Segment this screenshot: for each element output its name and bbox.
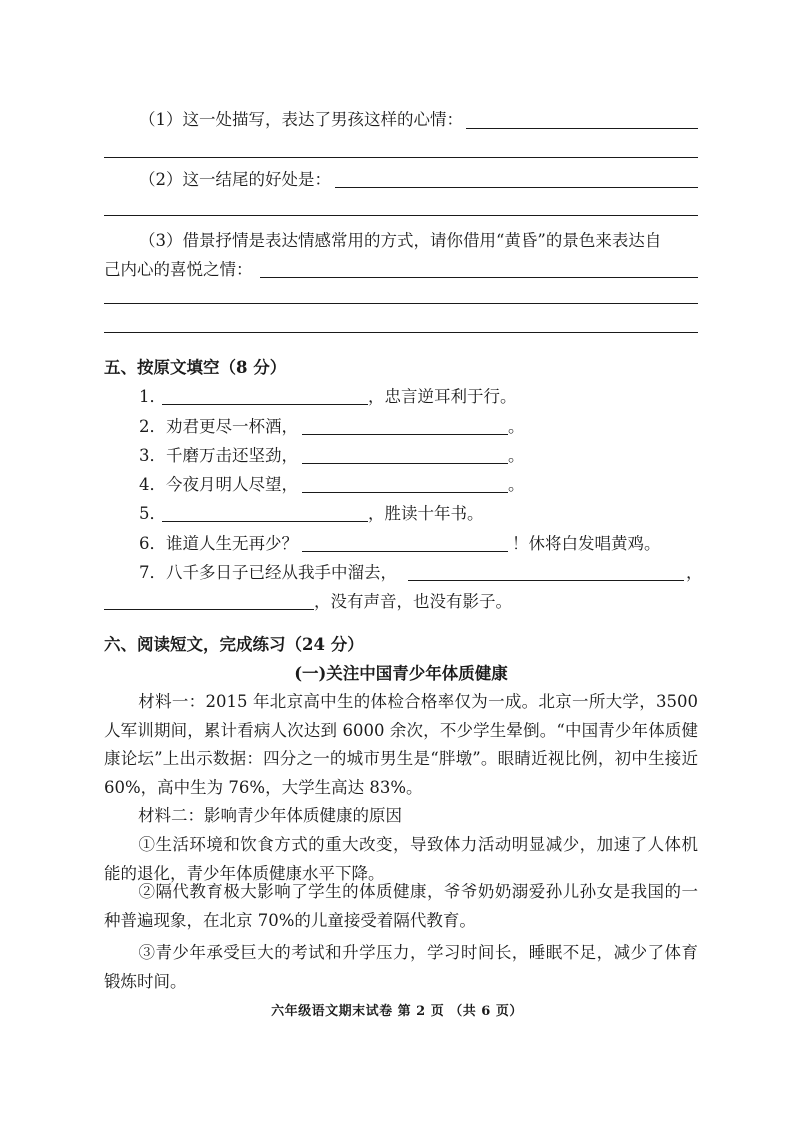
material-1	[104, 688, 698, 802]
section-6-title: 六、阅读短文，完成练习（24 分）	[104, 635, 364, 654]
fill-blank-7b	[104, 609, 314, 610]
answer-line-4-3	[260, 277, 698, 278]
reason-3	[104, 939, 698, 996]
material-2-title	[104, 802, 698, 831]
fill-item-5-num: 5．	[139, 504, 166, 523]
reading-title: (一)关注中国青少年体质健康	[294, 664, 508, 683]
fill-item-6-num: 6．谁道人生无再少？	[139, 534, 298, 553]
fill-item-7-num: 7．八千多日子已经从我手中溜去，	[139, 563, 397, 582]
section-5-title: 五、按原文填空（8 分）	[104, 358, 287, 377]
fill-item-7-after: ，	[686, 563, 703, 582]
page-footer: 六年级语文期末试卷 第 2 页 （共 6 页）	[271, 1004, 523, 1019]
reason-3-text: ③青少年承受巨大的考试和升学压力，学习时间长，睡眠不足，减少了体育锻炼时间。	[104, 943, 698, 991]
answer-line-4-2-b	[104, 215, 698, 216]
fill-item-4-after: 。	[508, 475, 525, 494]
fill-blank-6	[302, 551, 508, 552]
question-4-1: （1）这一处描写，表达了男孩这样的心情：	[139, 110, 463, 129]
question-4-3-line2: 己内心的喜悦之情：	[104, 260, 253, 279]
question-4-2: （2）这一结尾的好处是：	[139, 170, 331, 189]
material-1-text: 材料一：2015 年北京高中生的体检合格率仅为一成。北京一所大学，3500 人军训期间，累计看病人次达到 6000 余次，不少学生晕倒。“中国青少年体质健康论坛”上出示数据：四分之一的城市男生是“胖墩”。眼睛近视比例，初中生接近 60%，高中生为 76%，大学生高达 83%。	[104, 692, 698, 797]
fill-item-5-after: ，胜读十年书。	[368, 504, 484, 523]
fill-blank-2	[302, 434, 508, 435]
fill-item-6-after: ！休将白发唱黄鸡。	[512, 534, 661, 553]
fill-blank-5	[162, 521, 368, 522]
material-2-title-text: 材料二：影响青少年体质健康的原因	[138, 806, 402, 825]
reason-1-text: ①生活环境和饮食方式的重大改变，导致体力活动明显减少，加速了人体机能的退化，青少年体质健康水平下降。	[104, 835, 698, 883]
reason-2-text: ②隔代教育极大影响了学生的体质健康，爷爷奶奶溺爱孙儿孙女是我国的一种普遍现象，在北京 70%的儿童接受着隔代教育。	[104, 882, 698, 930]
answer-line-4-2	[335, 187, 698, 188]
fill-item-3-num: 3．千磨万击还坚劲，	[139, 446, 298, 465]
fill-blank-3	[302, 463, 508, 464]
answer-line-4-1	[466, 128, 698, 129]
fill-item-7-line2: ，没有声音，也没有影子。	[314, 592, 512, 611]
fill-item-2-after: 。	[508, 417, 525, 436]
fill-item-1-num: 1．	[139, 387, 166, 406]
question-4-3-line1: （3）借景抒情是表达情感常用的方式，请你借用“黄昏”的景色来表达自	[139, 231, 662, 250]
fill-item-4-num: 4．今夜月明人尽望，	[139, 475, 298, 494]
fill-item-3-after: 。	[508, 446, 525, 465]
answer-line-4-1-b	[104, 157, 698, 158]
fill-blank-1	[162, 404, 368, 405]
fill-blank-4	[302, 492, 508, 493]
fill-item-1-after: ，忠言逆耳利于行。	[368, 387, 517, 406]
fill-blank-7a	[408, 580, 684, 581]
reason-2	[104, 878, 698, 935]
fill-item-2-num: 2．劝君更尽一杯酒，	[139, 417, 298, 436]
answer-line-4-3-c	[104, 332, 698, 333]
answer-line-4-3-b	[104, 303, 698, 304]
